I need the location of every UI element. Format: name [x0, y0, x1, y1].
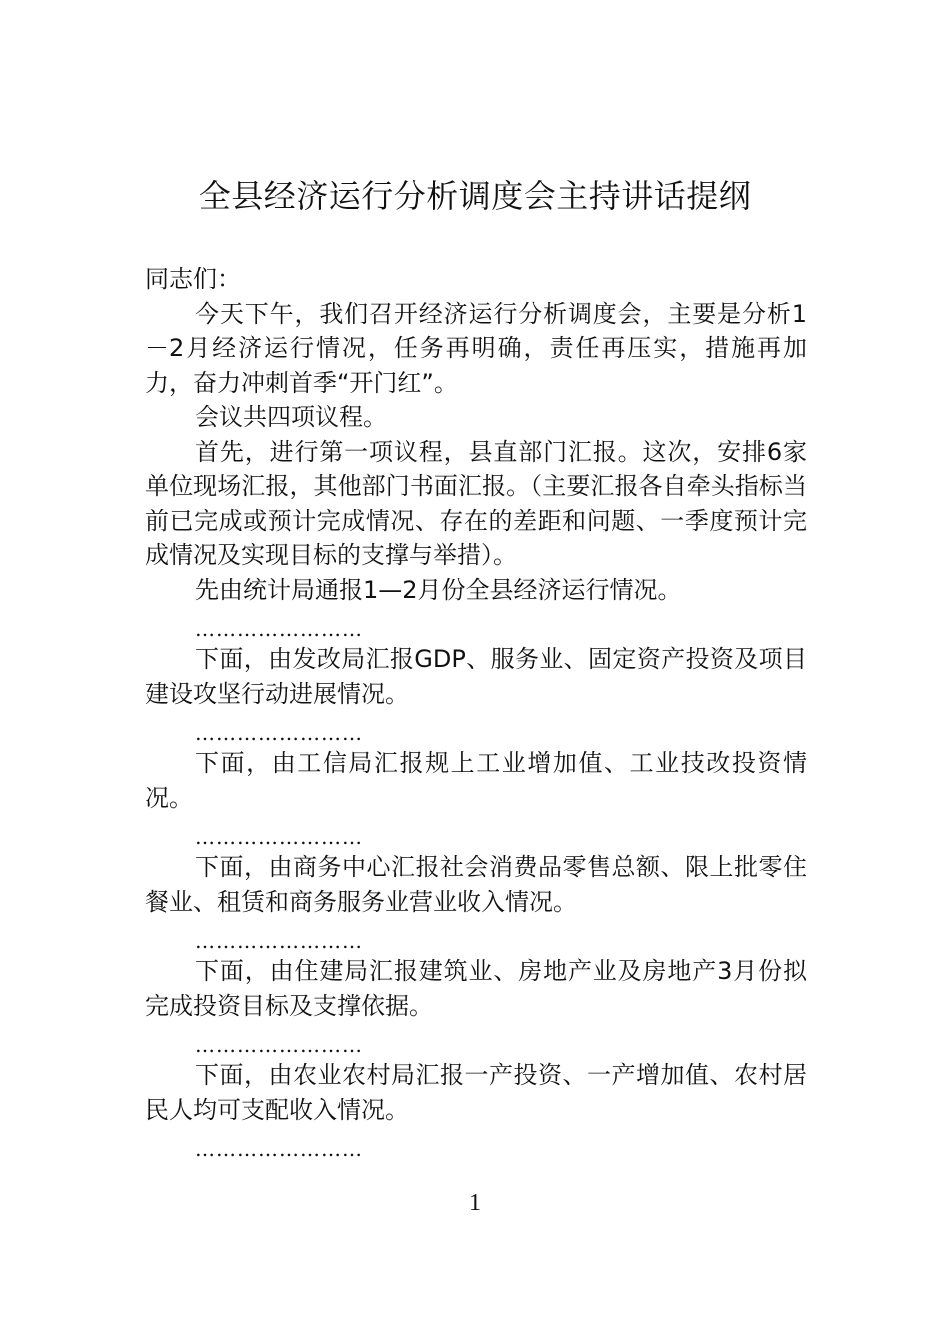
omission-marker: …………………… — [195, 825, 363, 849]
page-number: 1 — [469, 1190, 481, 1216]
paragraph-development-report: 下面，由发改局汇报GDP、服务业、固定资产投资及项目建设攻坚行动进展情况。 — [145, 645, 807, 708]
paragraph-first-agenda: 首先，进行第一项议程，县直部门汇报。这次，安排6家单位现场汇报，其他部门书面汇报。（主要汇报各自牵头指标当前已完成或预计完成情况、存在的差距和问题、一季度预计完成情况及实现目标的支撑与举措）。 — [145, 437, 807, 569]
document-body — [145, 262, 807, 1162]
document-title: 全县经济运行分析调度会主持讲话提纲 — [198, 177, 752, 215]
paragraph-statistics-report: 先由统计局通报1—2月份全县经济运行情况。 — [195, 575, 682, 604]
paragraph-commerce-report: 下面，由商务中心汇报社会消费品零售总额、限上批零住餐业、租赁和商务服务业营业收入情况。 — [145, 853, 807, 916]
paragraph-opening: 今天下午，我们召开经济运行分析调度会，主要是分析1－2月经济运行情况，任务再明确，责任再压实，措施再加力，奋力冲刺首季“开门红”。 — [145, 299, 807, 397]
paragraph-housing-report: 下面，由住建局汇报建筑业、房地产业及房地产3月份拟完成投资目标及支撑依据。 — [145, 957, 807, 1020]
paragraph-agriculture-report: 下面，由农业农村局汇报一产投资、一产增加值、农村居民人均可支配收入情况。 — [145, 1061, 807, 1124]
omission-marker: …………………… — [195, 617, 363, 641]
salutation: 同志们： — [145, 265, 241, 293]
paragraph-agenda-count: 会议共四项议程。 — [195, 403, 387, 431]
omission-marker: …………………… — [195, 1137, 363, 1161]
omission-marker: …………………… — [195, 721, 363, 745]
paragraph-industry-report: 下面，由工信局汇报规上工业增加值、工业技改投资情况。 — [145, 749, 807, 812]
omission-marker: …………………… — [195, 929, 363, 953]
omission-marker: …………………… — [195, 1033, 363, 1057]
